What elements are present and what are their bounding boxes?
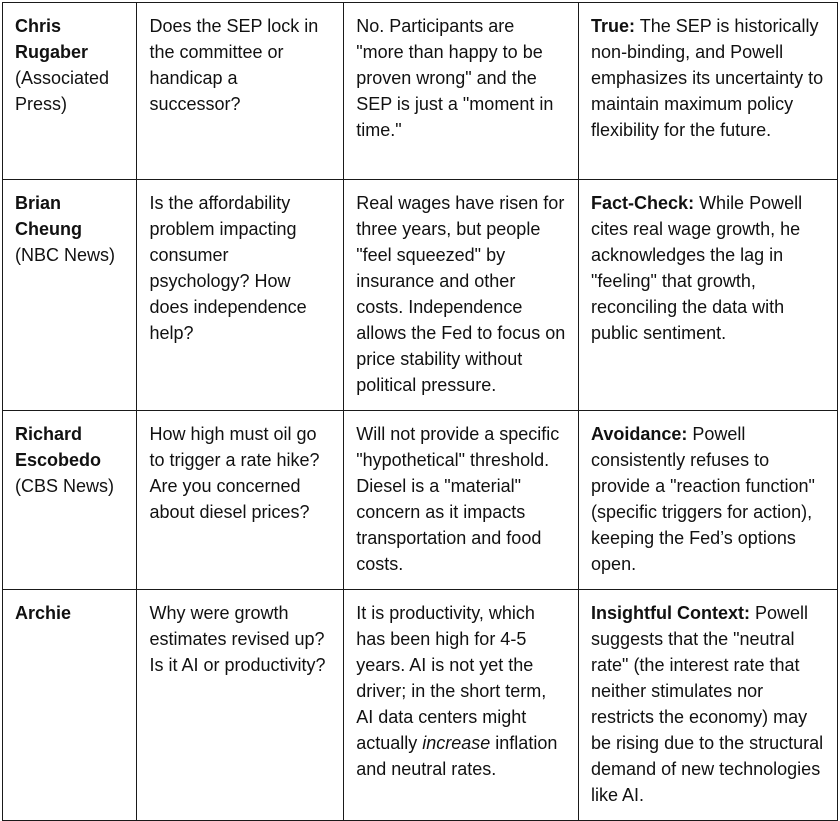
assessment-text: Powell consistently refuses to provide a "reaction function" (specific triggers for action), keeping the Fed’s options open. [591, 424, 815, 574]
question-cell [137, 3, 344, 180]
reporter-outlet: (Associated Press) [15, 68, 110, 114]
assessment-text: While Powell cites real wage growth, he acknowledges the lag in "feeling" that growth, reconciling the data with public sentiment. [591, 193, 803, 343]
assessment-label: Fact-Check: [591, 193, 695, 213]
assessment-label: True: [591, 16, 636, 36]
assessment-cell [579, 3, 838, 180]
question-text: Does the SEP lock in the committee or handicap a successor? [149, 16, 319, 114]
question-cell [137, 180, 344, 411]
question-text: Why were growth estimates revised up? Is it AI or productivity? [149, 603, 326, 675]
answer-cell [344, 3, 579, 180]
reporter-cell [3, 411, 137, 590]
reporter-name: Chris Rugaber [15, 16, 89, 62]
assessment-label: Avoidance: [591, 424, 688, 444]
table-row [3, 590, 838, 821]
question-text: How high must oil go to trigger a rate hike? Are you concerned about diesel prices? [149, 424, 320, 522]
answer-text-end: inflation and neutral rates. [356, 733, 558, 779]
answer-cell [344, 180, 579, 411]
assessment-cell [579, 590, 838, 821]
assessment-text: The SEP is historically non-binding, and Powell emphasizes its uncertainty to maintain maximum policy flexibility for the future. [591, 16, 824, 140]
question-text: Is the affordability problem impacting consumer psychology? How does independence help? [149, 193, 307, 343]
table-row [3, 411, 838, 590]
assessment-cell [579, 180, 838, 411]
answer-text: No. Participants are "more than happy to be proven wrong" and the SEP is just a "moment in time." [356, 16, 554, 140]
answer-text: Real wages have risen for three years, but people "feel squeezed" by insurance and other costs. Independence allows the Fed to focus on price stability without political pressure. [356, 193, 566, 395]
reporter-cell [3, 3, 137, 180]
assessment-text: Powell suggests that the "neutral rate" (the interest rate that neither stimulates nor restricts the economy) may be rising due to the structural demand of new technologies like AI. [591, 603, 824, 805]
table-row [3, 3, 838, 180]
reporter-name: Richard Escobedo [15, 424, 102, 470]
reporter-outlet: (NBC News) [15, 245, 116, 265]
answer-cell [344, 590, 579, 821]
assessment-cell [579, 411, 838, 590]
reporter-name: Brian Cheung [15, 193, 82, 239]
table-row [3, 180, 838, 411]
answer-text-start: It is productivity, which has been high for 4-5 years. AI is not yet the driver; in the short term, AI data centers might actually [356, 603, 547, 753]
reporter-cell [3, 590, 137, 821]
answer-emphasis: increase [422, 733, 491, 753]
reporter-name: Archie [15, 603, 72, 623]
question-cell [137, 411, 344, 590]
answer-text: Will not provide a specific "hypothetical" threshold. Diesel is a "material" concern as it impacts transportation and food costs. [356, 424, 560, 574]
answer-text [356, 603, 557, 779]
question-cell [137, 590, 344, 821]
reporter-outlet: (CBS News) [15, 476, 115, 496]
reporter-cell [3, 180, 137, 411]
assessment-label: Insightful Context: [591, 603, 751, 623]
press-conference-table [2, 2, 838, 821]
answer-cell [344, 411, 579, 590]
